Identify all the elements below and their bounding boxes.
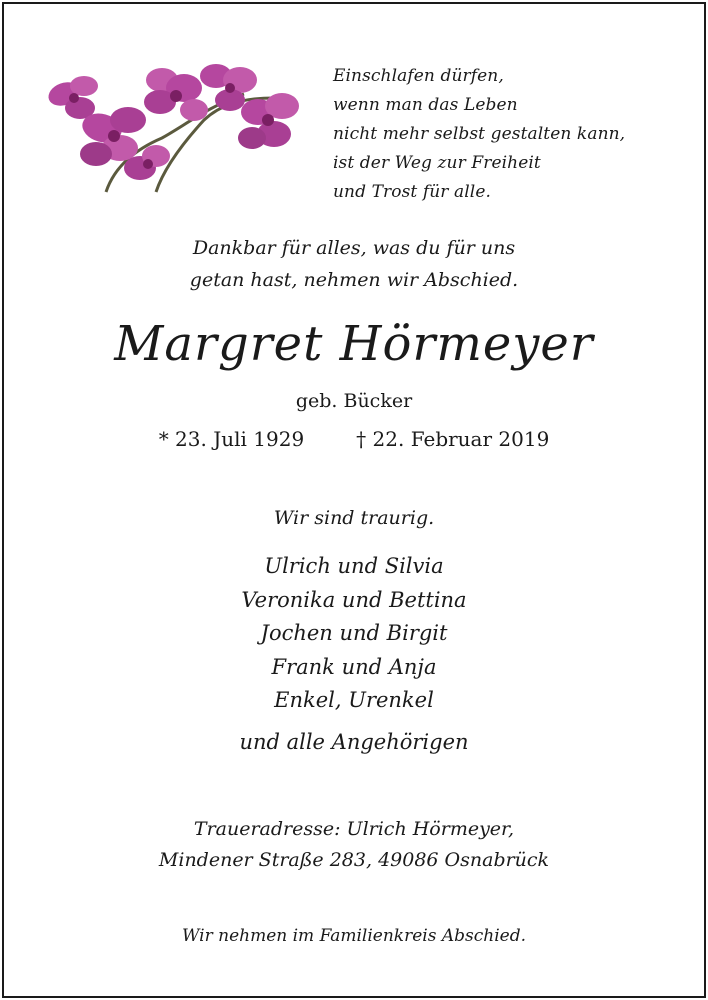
intro-text — [0, 232, 708, 296]
mourning-statement: Wir sind traurig. — [273, 507, 435, 529]
mourner-name: Jochen und Birgit — [260, 621, 448, 645]
mourner-name: Enkel, Urenkel — [274, 688, 434, 712]
poem-line: Einschlafen dürfen, — [333, 66, 504, 86]
poem-line: ist der Weg zur Freiheit — [333, 153, 541, 173]
mourner-list — [0, 550, 708, 718]
intro-line: getan hast, nehmen wir Abschied. — [189, 269, 519, 291]
poem — [333, 62, 693, 207]
death-date: † 22. Februar 2019 — [356, 427, 550, 451]
birth-date: * 23. Juli 1929 — [158, 427, 305, 451]
deceased-name: Margret Hörmeyer — [114, 316, 594, 372]
life-dates — [0, 424, 708, 454]
mourner-name: Ulrich und Silvia — [264, 554, 444, 578]
poem-line: wenn man das Leben — [333, 95, 518, 115]
birth-name: geb. Bücker — [295, 390, 413, 412]
mourner-name: Frank und Anja — [271, 654, 437, 679]
relatives-line: und alle Angehörigen — [239, 730, 469, 754]
poem-line: und Trost für alle. — [333, 182, 491, 202]
orchid-image — [44, 58, 314, 198]
poem-line: nicht mehr selbst gestalten kann, — [333, 124, 626, 144]
address-line: Traueradresse: Ulrich Hörmeyer, — [193, 818, 515, 840]
mourner-name: Veronika und Bettina — [241, 587, 467, 612]
address-line: Mindener Straße 283, 49086 Osnabrück — [158, 849, 550, 871]
orchid-flower — [144, 68, 208, 121]
intro-line: Dankbar für alles, was du für uns — [192, 237, 516, 259]
footer-note: Wir nehmen im Familienkreis Abschied. — [181, 926, 526, 946]
mourning-address — [0, 814, 708, 876]
orchid-flower — [45, 76, 98, 119]
